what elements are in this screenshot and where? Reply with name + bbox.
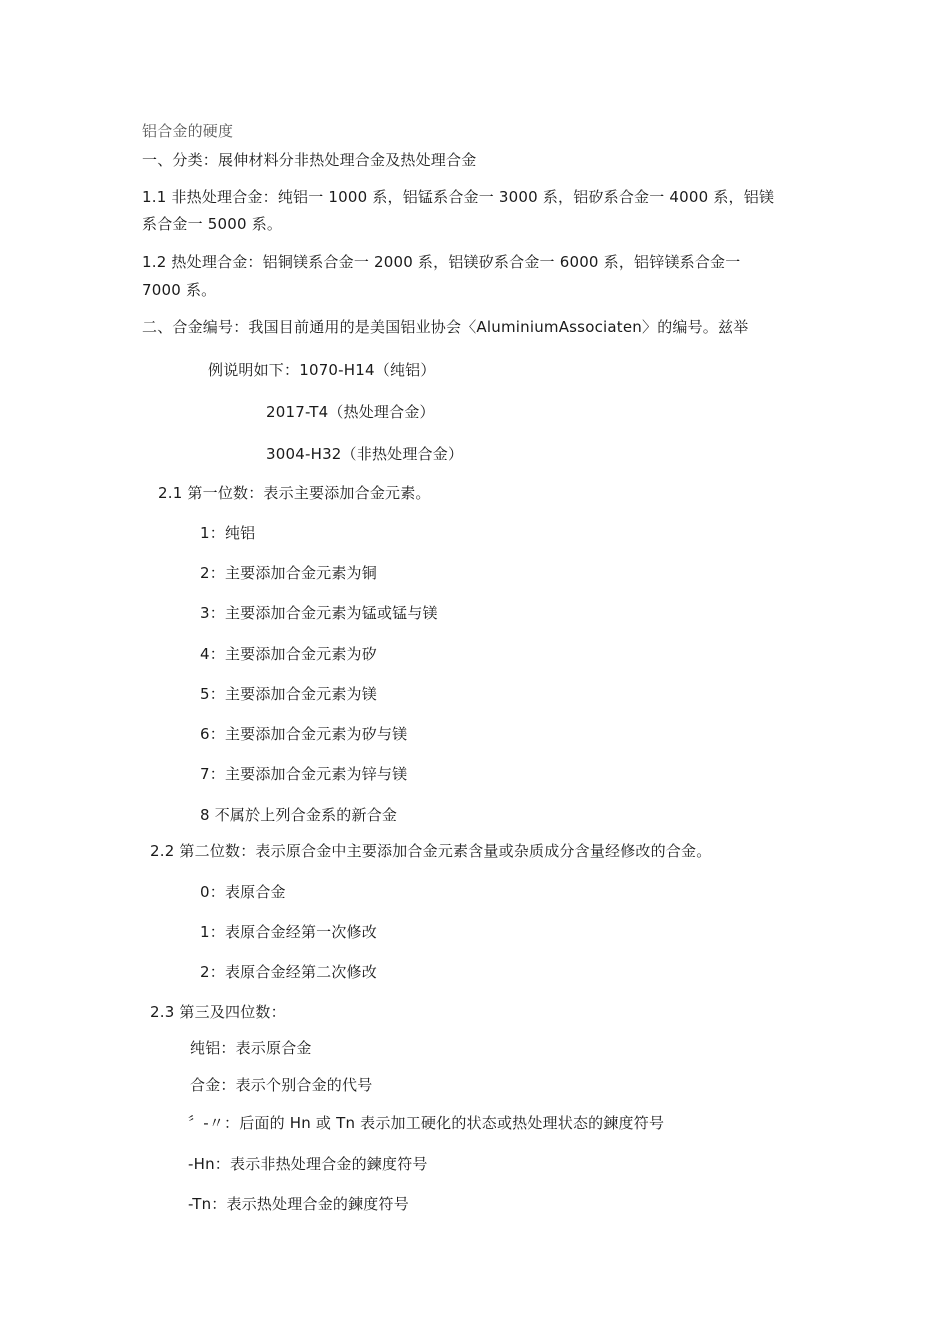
section-2-example-2: 2017-T4（热处理合金） xyxy=(266,403,435,421)
list-item: 7：主要添加合金元素为锌与镁 xyxy=(200,765,408,783)
list-item: 1：表原合金经第一次修改 xyxy=(200,923,377,941)
section-1-heading: 一、分类：展伸材料分非热处理合金及热处理合金 xyxy=(142,151,477,169)
section-2-heading: 二、合金编号：我国目前通用的是美国铝业协会〈AluminiumAssociaten〉的编号。兹举 xyxy=(142,318,749,336)
list-item: -Tn：表示热处理合金的鍊度符号 xyxy=(188,1195,409,1213)
list-item: 2：主要添加合金元素为铜 xyxy=(200,564,377,582)
document-title: 铝合金的硬度 xyxy=(142,122,234,140)
section-1-2-line-2: 7000 系。 xyxy=(142,281,217,299)
section-1-1-line-2: 系合金一 5000 系。 xyxy=(142,215,283,233)
list-item: 3：主要添加合金元素为锰或锰与镁 xyxy=(200,604,438,622)
section-2-example-3: 3004-H32（非热处理合金） xyxy=(266,445,464,463)
list-item: 〞-〃：后面的 Hn 或 Tn 表示加工硬化的状态或热处理状态的鍊度符号 xyxy=(188,1114,665,1132)
list-item: 合金：表示个别合金的代号 xyxy=(190,1076,373,1094)
list-item: 0：表原合金 xyxy=(200,883,286,901)
list-item: -Hn：表示非热处理合金的鍊度符号 xyxy=(188,1155,428,1173)
list-item: 5：主要添加合金元素为镁 xyxy=(200,685,377,703)
section-1-2-line-1: 1.2 热处理合金：铝铜镁系合金一 2000 系，铝镁矽系合金一 6000 系，铝锌镁系合金一 xyxy=(142,253,741,271)
list-item: 8 不属於上列合金系的新合金 xyxy=(200,806,398,824)
list-item: 6：主要添加合金元素为矽与镁 xyxy=(200,725,408,743)
list-item: 1：纯铝 xyxy=(200,524,256,542)
list-item: 2：表原合金经第二次修改 xyxy=(200,963,377,981)
list-item: 4：主要添加合金元素为矽 xyxy=(200,645,377,663)
section-1-1-line-1: 1.1 非热处理合金：纯铝一 1000 系，铝锰系合金一 3000 系，铝矽系合金一 4000 系，铝镁 xyxy=(142,188,775,206)
section-2-1-heading: 2.1 第一位数：表示主要添加合金元素。 xyxy=(158,484,431,502)
section-2-3-heading: 2.3 第三及四位数： xyxy=(150,1003,286,1021)
section-2-example-1: 例说明如下：1070-H14（纯铝） xyxy=(208,361,436,379)
list-item: 纯铝：表示原合金 xyxy=(190,1039,312,1057)
section-2-2-heading: 2.2 第二位数：表示原合金中主要添加合金元素含量或杂质成分含量经修改的合金。 xyxy=(150,842,712,860)
